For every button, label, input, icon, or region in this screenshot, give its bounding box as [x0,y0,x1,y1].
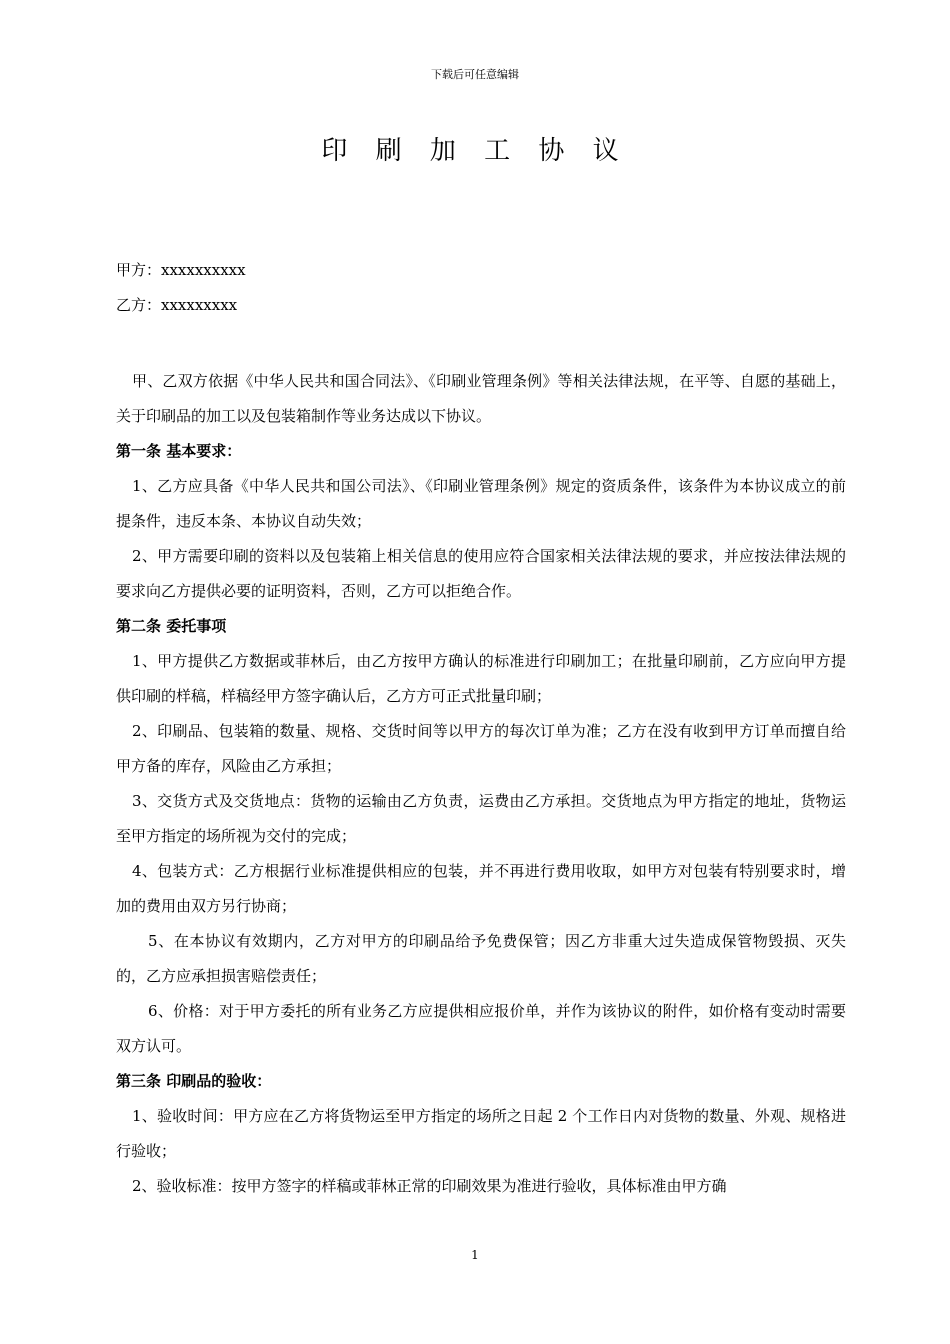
section-2-item-2: 2、印刷品、包装箱的数量、规格、交货时间等以甲方的每次订单为准；乙方在没有收到甲方订单而擅自给甲方备的库存，风险由乙方承担； [116,722,846,775]
section-3-item-1: 1、验收时间：甲方应在乙方将货物运至甲方指定的场所之日起 2 个工作日内对货物的数量、外观、规格进行验收； [116,1107,846,1160]
section-1-item-1: 1、乙方应具备《中华人民共和国公司法》、《印刷业管理条例》规定的资质条件，该条件为本协议成立的前提条件，违反本条、本协议自动失效； [116,477,846,530]
party-a: 甲方：xxxxxxxxxx [116,261,246,279]
section-2-item-6: 6、价格：对于甲方委托的所有业务乙方应提供相应报价单，并作为该协议的附件，如价格有变动时需要双方认可。 [116,1002,846,1055]
section-2-item-1: 1、甲方提供乙方数据或菲林后，由乙方按甲方确认的标准进行印刷加工；在批量印刷前，乙方应向甲方提供印刷的样稿，样稿经甲方签字确认后，乙方方可正式批量印刷； [116,652,846,705]
section-3-item-2: 2、验收标准：按甲方签字的样稿或菲林正常的印刷效果为准进行验收，具体标准由甲方确 [132,1177,727,1195]
section-2-heading: 第二条 委托事项 [116,617,227,635]
page-number: 1 [471,1248,479,1262]
section-1-item-2: 2、甲方需要印刷的资料以及包装箱上相关信息的使用应符合国家相关法律法规的要求，并应按法律法规的要求向乙方提供必要的证明资料，否则，乙方可以拒绝合作。 [116,547,846,600]
document-body [116,253,846,1204]
section-2-item-3: 3、交货方式及交货地点：货物的运输由乙方负责，运费由乙方承担。交货地点为甲方指定的地址，货物运至甲方指定的场所视为交付的完成； [116,792,846,845]
document-title: 印 刷 加 工 协 议 [321,136,629,166]
party-b: 乙方：xxxxxxxxx [116,296,238,314]
header-note: 下载后可任意编辑 [431,68,519,81]
spacer [116,323,846,364]
section-3-heading: 第三条 印刷品的验收： [116,1072,272,1090]
section-2-item-5: 5、在本协议有效期内，乙方对甲方的印刷品给予免费保管；因乙方非重大过失造成保管物毁损、灭失的，乙方应承担损害赔偿责任； [116,932,846,985]
section-2-item-4: 4、包装方式：乙方根据行业标准提供相应的包装，并不再进行费用收取，如甲方对包装有特别要求时，增加的费用由双方另行协商； [116,862,846,915]
preamble-paragraph: 甲、乙双方依据《中华人民共和国合同法》、《印刷业管理条例》等相关法律法规，在平等、自愿的基础上，关于印刷品的加工以及包装箱制作等业务达成以下协议。 [116,372,846,425]
section-1-heading: 第一条 基本要求： [116,442,242,460]
